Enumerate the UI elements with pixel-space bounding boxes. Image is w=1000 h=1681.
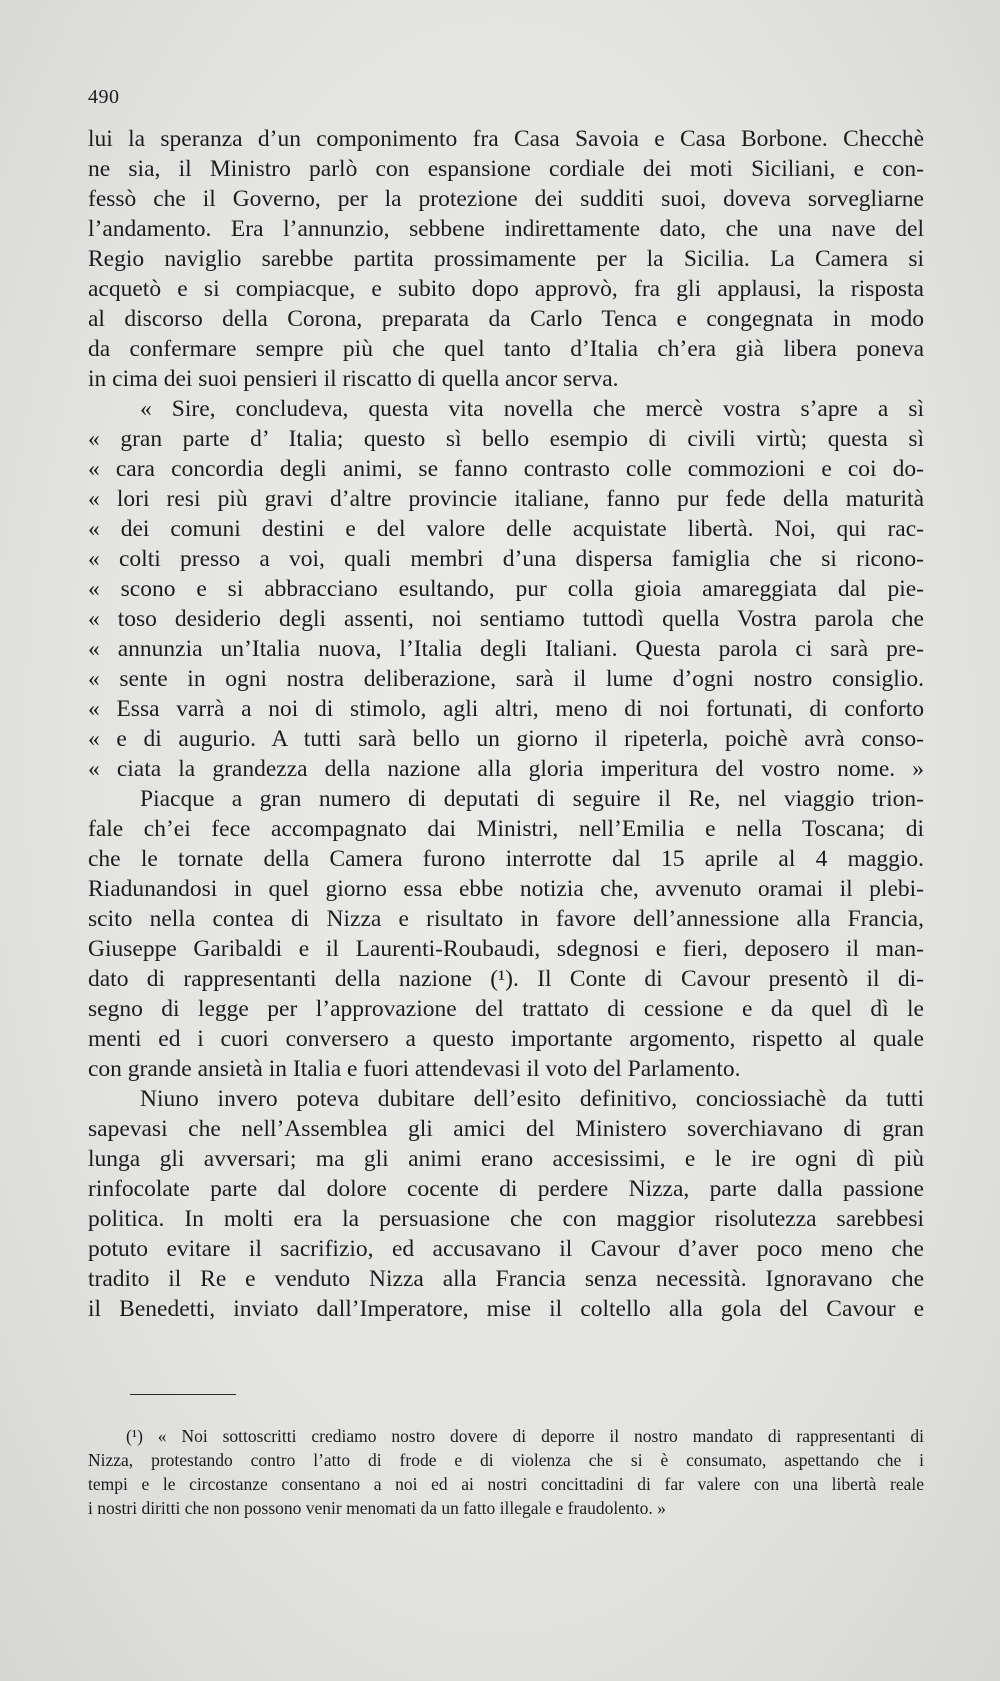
text-line: « Sire, concludeva, questa vita novella che mercè vostra s’apre a sì	[140, 396, 924, 422]
text-line: « annunzia un’Italia nuova, l’Italia degli Italiani. Questa parola ci sarà pre-	[88, 636, 924, 662]
footnote-line: (¹) « Noi sottoscritti crediamo nostro dovere di deporre il nostro mandato di rappresentanti di	[126, 1426, 924, 1446]
text-line: « cara concordia degli animi, se fanno contrasto colle commozioni e coi do-	[88, 456, 924, 482]
text-line: « ciata la grandezza della nazione alla gloria imperitura del vostro nome. »	[88, 756, 924, 782]
text-line: « colti presso a voi, quali membri d’una dispersa famiglia che si ricono-	[88, 546, 924, 572]
text-line: Niuno invero poteva dubitare dell’esito definitivo, conciossiachè da tutti	[140, 1086, 924, 1112]
text-line: « sente in ogni nostra deliberazione, sarà il lume d’ogni nostro consiglio.	[88, 666, 924, 692]
footnote-divider	[130, 1394, 236, 1395]
page-number: 490	[88, 86, 120, 108]
text-line: scito nella contea di Nizza e risultato in favore dell’annessione alla Francia,	[88, 906, 924, 932]
text-line: Piacque a gran numero di deputati di seguire il Re, nel viaggio trion-	[140, 786, 924, 812]
text-line: politica. In molti era la persuasione che con maggior risolutezza sarebbesi	[88, 1206, 924, 1232]
text-line: acquetò e si compiacque, e subito dopo approvò, fra gli applausi, la risposta	[88, 276, 924, 302]
text-line: « dei comuni destini e del valore delle acquistate libertà. Noi, qui rac-	[88, 516, 924, 542]
text-line: da confermare sempre più che quel tanto d’Italia ch’era già libera poneva	[88, 336, 924, 362]
text-line: « lori resi più gravi d’altre provincie italiane, fanno pur fede della maturità	[88, 486, 924, 512]
text-line: « Essa varrà a noi di stimolo, agli altri, meno di noi fortunati, di conforto	[88, 696, 924, 722]
text-line: « e di augurio. A tutti sarà bello un giorno il ripeterla, poichè avrà conso-	[88, 726, 924, 752]
footnote	[88, 1424, 924, 1520]
text-line: sapevasi che nell’Assemblea gli amici del Ministero soverchiavano di gran	[88, 1116, 924, 1142]
text-line: che le tornate della Camera furono interrotte dal 15 aprile al 4 maggio.	[88, 846, 924, 872]
text-line: Riadunandosi in quel giorno essa ebbe notizia che, avvenuto oramai il plebi-	[88, 876, 924, 902]
footnote-line: i nostri diritti che non possono venir menomati da un fatto illegale e fraudolento. »	[88, 1498, 666, 1518]
text-line: in cima dei suoi pensieri il riscatto di quella ancor serva.	[88, 366, 619, 392]
text-line: segno di legge per l’approvazione del trattato di cessione e da quel dì le	[88, 996, 924, 1022]
footnote-line: Nizza, protestando contro l’atto di frode e di violenza che si è consumato, aspettando che i	[88, 1450, 924, 1470]
text-line: il Benedetti, inviato dall’Imperatore, mise il coltello alla gola del Cavour e	[88, 1296, 924, 1322]
text-line: « toso desiderio degli assenti, noi sentiamo tuttodì quella Vostra parola che	[88, 606, 924, 632]
text-line: « scono e si abbracciano esultando, pur colla gioia amareggiata dal pie-	[88, 576, 924, 602]
main-text	[88, 124, 924, 1324]
text-line: tradito il Re e venduto Nizza alla Francia senza necessità. Ignoravano che	[88, 1266, 924, 1292]
text-line: al discorso della Corona, preparata da Carlo Tenca e congegnata in modo	[88, 306, 924, 332]
text-line: con grande ansietà in Italia e fuori attendevasi il voto del Parlamento.	[88, 1056, 741, 1082]
text-line: Regio naviglio sarebbe partita prossimamente per la Sicilia. La Camera si	[88, 246, 924, 272]
text-line: fale ch’ei fece accompagnato dai Ministri, nell’Emilia e nella Toscana; di	[88, 816, 924, 842]
text-line: menti ed i cuori conversero a questo importante argomento, rispetto al quale	[88, 1026, 924, 1052]
text-line: ne sia, il Ministro parlò con espansione cordiale dei moti Siciliani, e con-	[88, 156, 924, 182]
text-line: fessò che il Governo, per la protezione dei sudditi suoi, doveva sorvegliarne	[88, 186, 924, 212]
text-line: potuto evitare il sacrifizio, ed accusavano il Cavour d’aver poco meno che	[88, 1236, 924, 1262]
text-line: « gran parte d’ Italia; questo sì bello esempio di civili virtù; questa sì	[88, 426, 924, 452]
footnote-line: tempi e le circostanze consentano a noi ed ai nostri concittadini di far valere con una libertà reale	[88, 1474, 924, 1494]
text-line: Giuseppe Garibaldi e il Laurenti-Roubaudi, sdegnosi e fieri, deposero il man-	[88, 936, 924, 962]
text-line: dato di rappresentanti della nazione (¹). Il Conte di Cavour presentò il di-	[88, 966, 924, 992]
text-line: lui la speranza d’un componimento fra Casa Savoia e Casa Borbone. Checchè	[88, 126, 924, 152]
text-line: l’andamento. Era l’annunzio, sebbene indirettamente dato, che una nave del	[88, 216, 924, 242]
text-line: rinfocolate parte dal dolore cocente di perdere Nizza, parte dalla passione	[88, 1176, 924, 1202]
text-line: lunga gli avversari; ma gli animi erano accesissimi, e le ire ogni dì più	[88, 1146, 924, 1172]
